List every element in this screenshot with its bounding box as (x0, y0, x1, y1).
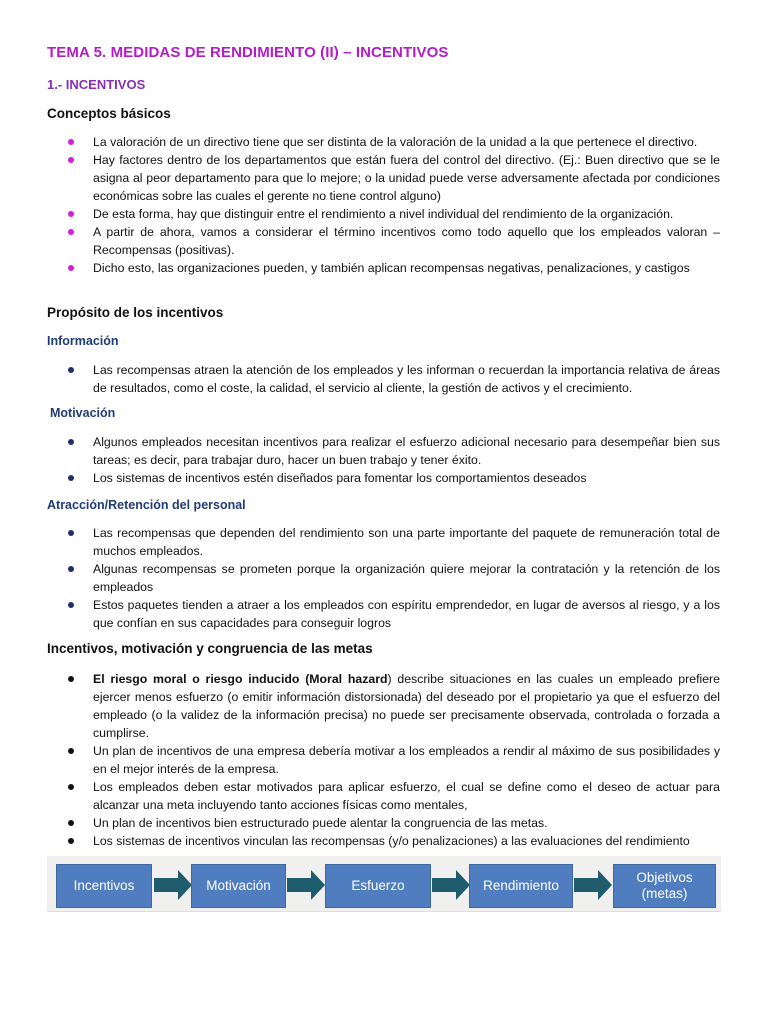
list-item (47, 778, 720, 814)
list-item (47, 133, 720, 151)
list-item (47, 742, 720, 778)
flow-box-label: Esfuerzo (351, 878, 405, 893)
list-item-text: Un plan de incentivos de una empresa debería motivar a los empleados a rendir al máximo de sus posibilidades y en el mejor interés de la empresa. (93, 744, 720, 776)
flow-box-esfuerzo (325, 864, 431, 908)
list-item-text: La valoración de un directivo tiene que ser distinta de la valoración de la unidad a la que pertenece el directivo. (93, 135, 698, 149)
list-item-text: Algunos empleados necesitan incentivos para realizar el esfuerzo adicional necesario para desempeñar bien sus tareas; es decir, para trabajar duro, hacer un buen trabajo y tener éxito. (93, 435, 720, 467)
bullet-icon (68, 820, 74, 826)
list-item (47, 433, 720, 469)
bullet-icon (68, 602, 74, 608)
moral-hazard-term: El riesgo moral o riesgo inducido (Moral hazard (93, 672, 388, 686)
incentives-flow-diagram (47, 856, 721, 912)
flow-box-label: Motivación (206, 878, 271, 893)
flow-box-rendimiento (469, 864, 573, 908)
list-item-text: De esta forma, hay que distinguir entre el rendimiento a nivel individual del rendimiento de la organización. (93, 207, 674, 221)
bullet-icon (68, 157, 74, 163)
flow-box-label: Rendimiento (483, 878, 559, 893)
list-item-text: Algunas recompensas se prometen porque la organización quiere mejorar la contratación y la retención de los empleados (93, 562, 720, 594)
flow-box-sublabel: (metas) (641, 886, 688, 901)
list-informacion (47, 361, 720, 397)
list-item-text: Estos paquetes tienden a atraer a los empleados con espíritu emprendedor, en lugar de aversos al riesgo, y a los que confían en sus capacidades para conseguir logros (93, 598, 720, 630)
list-item-text: Un plan de incentivos bien estructurado puede alentar la congruencia de las metas. (93, 816, 548, 830)
list-conceptos (47, 133, 720, 277)
document-title: TEMA 5. MEDIDAS DE RENDIMIENTO (II) – INCENTIVOS (47, 44, 449, 61)
list-item-text: Las recompensas atraen la atención de los empleados y les informan o recuerdan la importancia relativa de áreas de resultados, como el coste, la calidad, el servicio al cliente, la gestión de activos y el crecimiento. (93, 363, 720, 395)
flow-arrow-icon (154, 869, 194, 901)
heading-congruencia: Incentivos, motivación y congruencia de las metas (47, 641, 373, 656)
list-item (47, 259, 720, 277)
bullet-icon (68, 475, 74, 481)
list-item (47, 151, 720, 205)
list-motivacion (47, 433, 720, 487)
flow-box-incentivos (56, 864, 152, 908)
flow-box-motivacion (191, 864, 286, 908)
bullet-icon (68, 229, 74, 235)
section-heading-incentivos: 1.- INCENTIVOS (47, 77, 146, 92)
bullet-icon (68, 748, 74, 754)
bullet-icon (68, 838, 74, 844)
list-item-text: Dicho esto, las organizaciones pueden, y también aplican recompensas negativas, penalizaciones, y castigos (93, 261, 690, 275)
list-item (47, 361, 720, 397)
list-item (47, 560, 720, 596)
bullet-icon (68, 530, 74, 536)
subheading-informacion: Información (47, 334, 119, 348)
bullet-icon (68, 566, 74, 572)
list-item (47, 223, 720, 259)
list-item (47, 524, 720, 560)
list-item (47, 832, 720, 850)
bullet-icon (68, 676, 74, 682)
subheading-motivacion: Motivación (50, 406, 116, 420)
subheading-atraccion-retencion: Atracción/Retención del personal (47, 498, 246, 512)
list-item-text: Los sistemas de incentivos vinculan las recompensas (y/o penalizaciones) a las evaluaciones del rendimiento (93, 834, 690, 848)
list-item-text: Los empleados deben estar motivados para aplicar esfuerzo, el cual se define como el deseo de actuar para alcanzar una meta incluyendo tanto acciones físicas como mentales, (93, 780, 720, 812)
flow-box-label: Incentivos (73, 878, 135, 893)
list-item-text: Hay factores dentro de los departamentos que están fuera del control del directivo. (Ej.: Buen directivo que se le asigna al peor departamento para que lo mejore; o la unidad puede verse adversamente afectada por condiciones económicas sobre las cuales el gerente no tiene control alguno) (93, 153, 720, 203)
list-item (47, 205, 720, 223)
list-item-text: Los sistemas de incentivos estén diseñados para fomentar los comportamientos deseados (93, 471, 587, 485)
flow-box-objetivos (613, 864, 716, 908)
flow-arrow-icon (574, 869, 614, 901)
bullet-icon (68, 265, 74, 271)
heading-proposito: Propósito de los incentivos (47, 305, 224, 320)
bullet-icon (68, 439, 74, 445)
bullet-icon (68, 139, 74, 145)
list-item (47, 596, 720, 632)
list-item-text: Las recompensas que dependen del rendimiento son una parte importante del paquete de remuneración total de muchos empleados. (93, 526, 720, 558)
flow-arrow-icon (432, 869, 472, 901)
list-item (47, 469, 720, 487)
list-item-text: ) describe situaciones en las cuales un empleado prefiere ejercer menos esfuerzo (o emitir información distorsionada) del deseado por el propietario ya que el esfuerzo del empleado (o la validez de la información precisa) no puede ser precisamente observada, controlada o forzada a cumplirse. (93, 672, 720, 740)
list-item (47, 670, 720, 742)
list-congruencia (47, 670, 720, 850)
bullet-icon (68, 784, 74, 790)
list-atraccion (47, 524, 720, 632)
bullet-icon (68, 211, 74, 217)
list-item (47, 814, 720, 832)
list-item-text: A partir de ahora, vamos a considerar el término incentivos como todo aquello que los empleados valoran – Recompensas (positivas). (93, 225, 720, 257)
bullet-icon (68, 367, 74, 373)
flow-box-label: Objetivos (636, 870, 693, 885)
heading-conceptos-basicos: Conceptos básicos (47, 106, 171, 121)
flow-arrow-icon (287, 869, 327, 901)
